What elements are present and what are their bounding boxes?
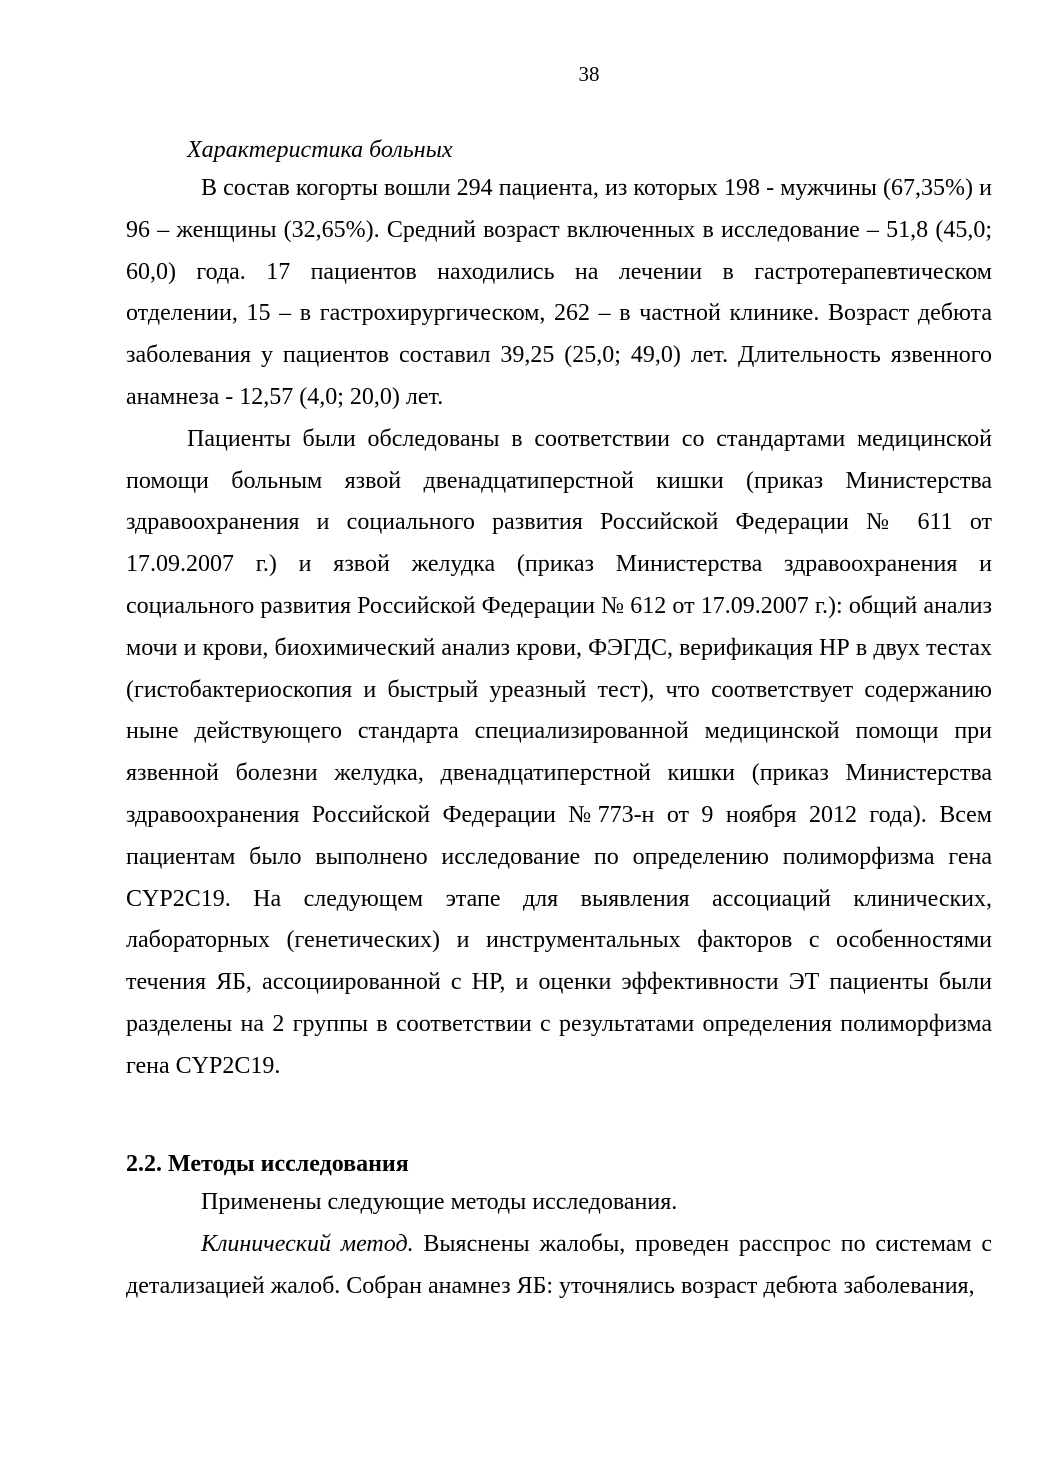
- section-heading: 2.2. Методы исследования: [126, 1151, 409, 1177]
- paragraph-cohort: В состав когорты вошли 294 пациента, из которых 198 - мужчины (67,35%) и 96 – женщины (32,65%). Средний возраст включенных в исследование – 51,8 (45,0; 60,0) года. 17 пациентов находились на лечении в гастротерапевтическом отделении, 15 – в гастрохирургическом, 262 – в частной клинике. Возраст дебюта заболевания у пациентов составил 39,25 (25,0; 49,0) лет. Длительность язвенного анамнеза - 12,57 (4,0; 20,0) лет.: [126, 175, 992, 410]
- paragraph-methods-intro: Применены следующие методы исследования.: [201, 1189, 678, 1215]
- paragraph-clinical-method: [126, 1224, 992, 1308]
- clinical-method-text: Выяснены жалобы, проведен расспрос по системам с детализацией жалоб. Собран анамнез ЯБ: уточнялись возраст дебюта заболевания,: [126, 1230, 993, 1299]
- page-number: 38: [578, 62, 600, 86]
- clinical-method-label: Клинический метод.: [201, 1230, 414, 1257]
- body-text-block-1: [126, 168, 992, 1088]
- subsection-title: Характеристика больных: [187, 137, 453, 163]
- paragraph-examination: Пациенты были обследованы в соответствии со стандартами медицинской помощи больным язвой двенадцатиперстной кишки (приказ Министерства здравоохранения и социального развития Российской Федерации № 611 от 17.09.2007 г.) и язвой желудка (приказ Министерства здравоохранения и социального развития Российской Федерации № 612 от 17.09.2007 г.): общий анализ мочи и крови, биохимический анализ крови, ФЭГДС, верификация НР в двух тестах (гистобактериоскопия и быстрый уреазный тест), что соответствует содержанию ныне действующего стандарта специализированной медицинской помощи при язвенной болезни желудка, двенадцатиперстной кишки (приказ Министерства здравоохранения Российской Федерации №773-н от 9 ноября 2012 года). Всем пациентам было выполнено исследование по определению полиморфизма гена CYP2C19. На следующем этапе для выявления ассоциаций клинических, лабораторных (генетических) и инструментальных факторов с особенностями течения ЯБ, ассоциированной с НР, и оценки эффективности ЭТ пациенты были разделены на 2 группы в соответствии с результатами определения полиморфизма гена CYP2C19.: [126, 425, 992, 1079]
- body-text-block-2: [126, 1182, 992, 1307]
